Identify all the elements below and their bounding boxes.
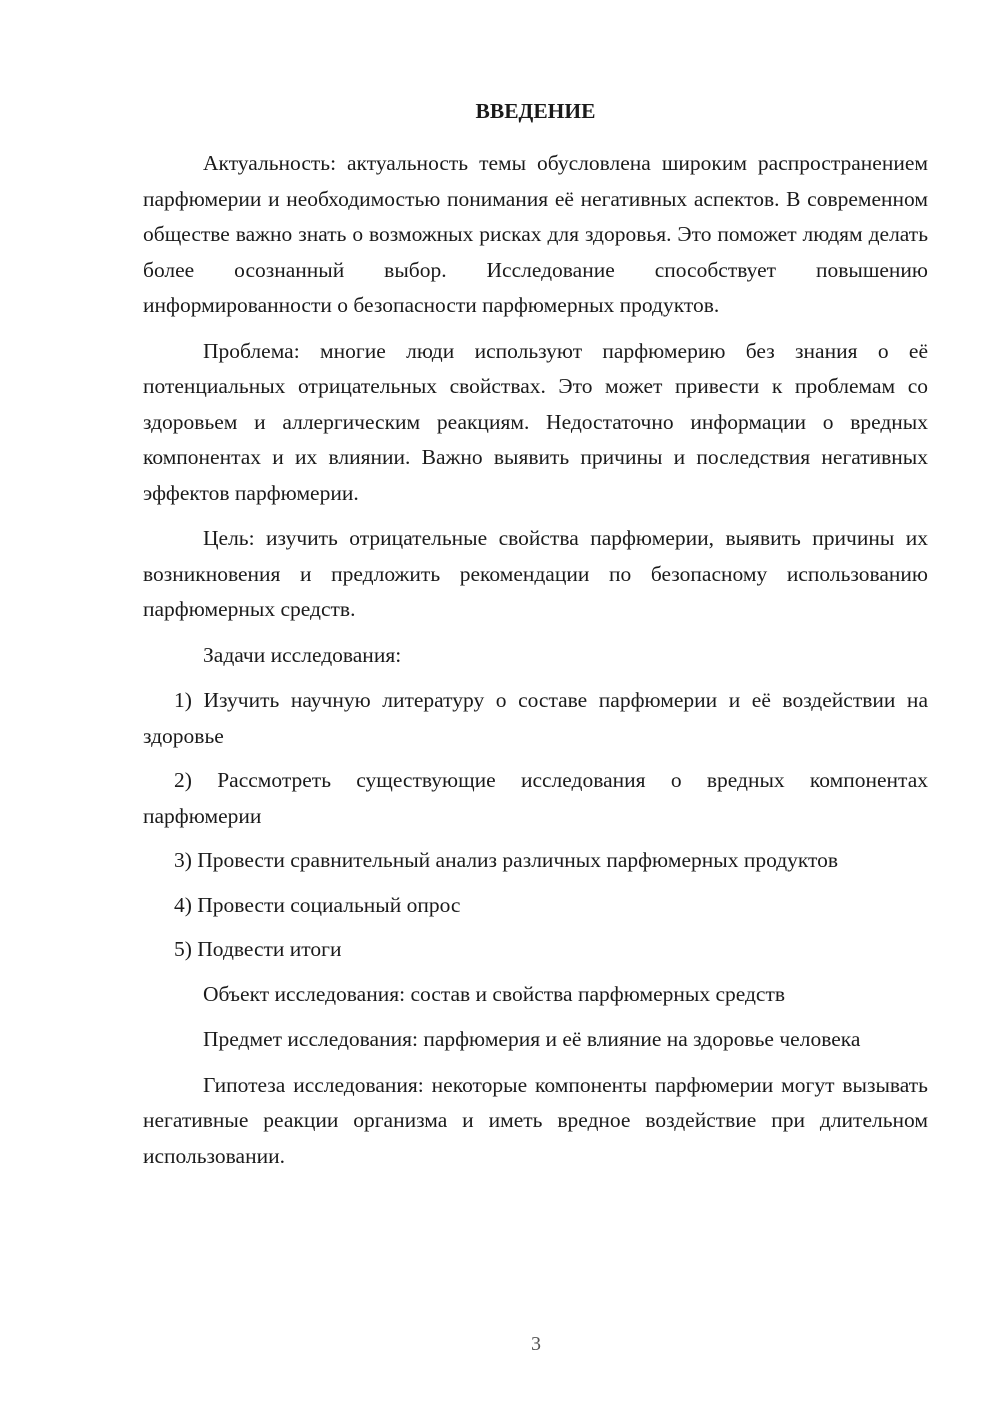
task-item: 5) Подвести итоги [174, 937, 342, 961]
task-item: 4) Провести социальный опрос [174, 892, 461, 917]
subject-paragraph: Предмет исследования: парфюмерия и её влияние на здоровье человека [203, 1027, 861, 1051]
relevance-paragraph: Актуальность: актуальность темы обусловлена широким распространением парфюмерии и необходимостью понимания её негативных аспектов. В современном обществе важно знать о возможных рисках для здоровья. Это поможет людям делать более осознанный выбор. Исследование способствует повышению информированности о безопасности парфюмерных продуктов. [143, 151, 928, 317]
section-heading: ВВЕДЕНИЕ [475, 99, 596, 123]
problem-paragraph: Проблема: многие люди используют парфюмерию без знания о её потенциальных отрицательных свойствах. Это может привести к проблемам со здоровьем и аллергическим реакциям. Недостаточно информации о вредных компонентах и их влиянии. Важно выявить причины и последствия негативных эффектов парфюмерии. [143, 338, 928, 505]
task-item: 1) Изучить научную литературу о составе парфюмерии и её воздействии на здоровье [143, 688, 928, 748]
hypothesis-paragraph: Гипотеза исследования: некоторые компоненты парфюмерии могут вызывать негативные реакции организма и иметь вредное воздействие при длительном использовании. [143, 1072, 928, 1168]
task-item: 3) Провести сравнительный анализ различных парфюмерных продуктов [174, 848, 839, 872]
page-number: 3 [531, 1333, 541, 1355]
tasks-heading: Задачи исследования: [203, 642, 402, 667]
object-paragraph: Объект исследования: состав и свойства парфюмерных средств [203, 981, 786, 1006]
page-content [143, 93, 928, 1184]
task-item: 2) Рассмотреть существующие исследования о вредных компонентах парфюмерии [143, 768, 928, 828]
goal-paragraph: Цель: изучить отрицательные свойства парфюмерии, выявить причины их возникновения и предложить рекомендации по безопасному использованию парфюмерных средств. [143, 526, 928, 621]
